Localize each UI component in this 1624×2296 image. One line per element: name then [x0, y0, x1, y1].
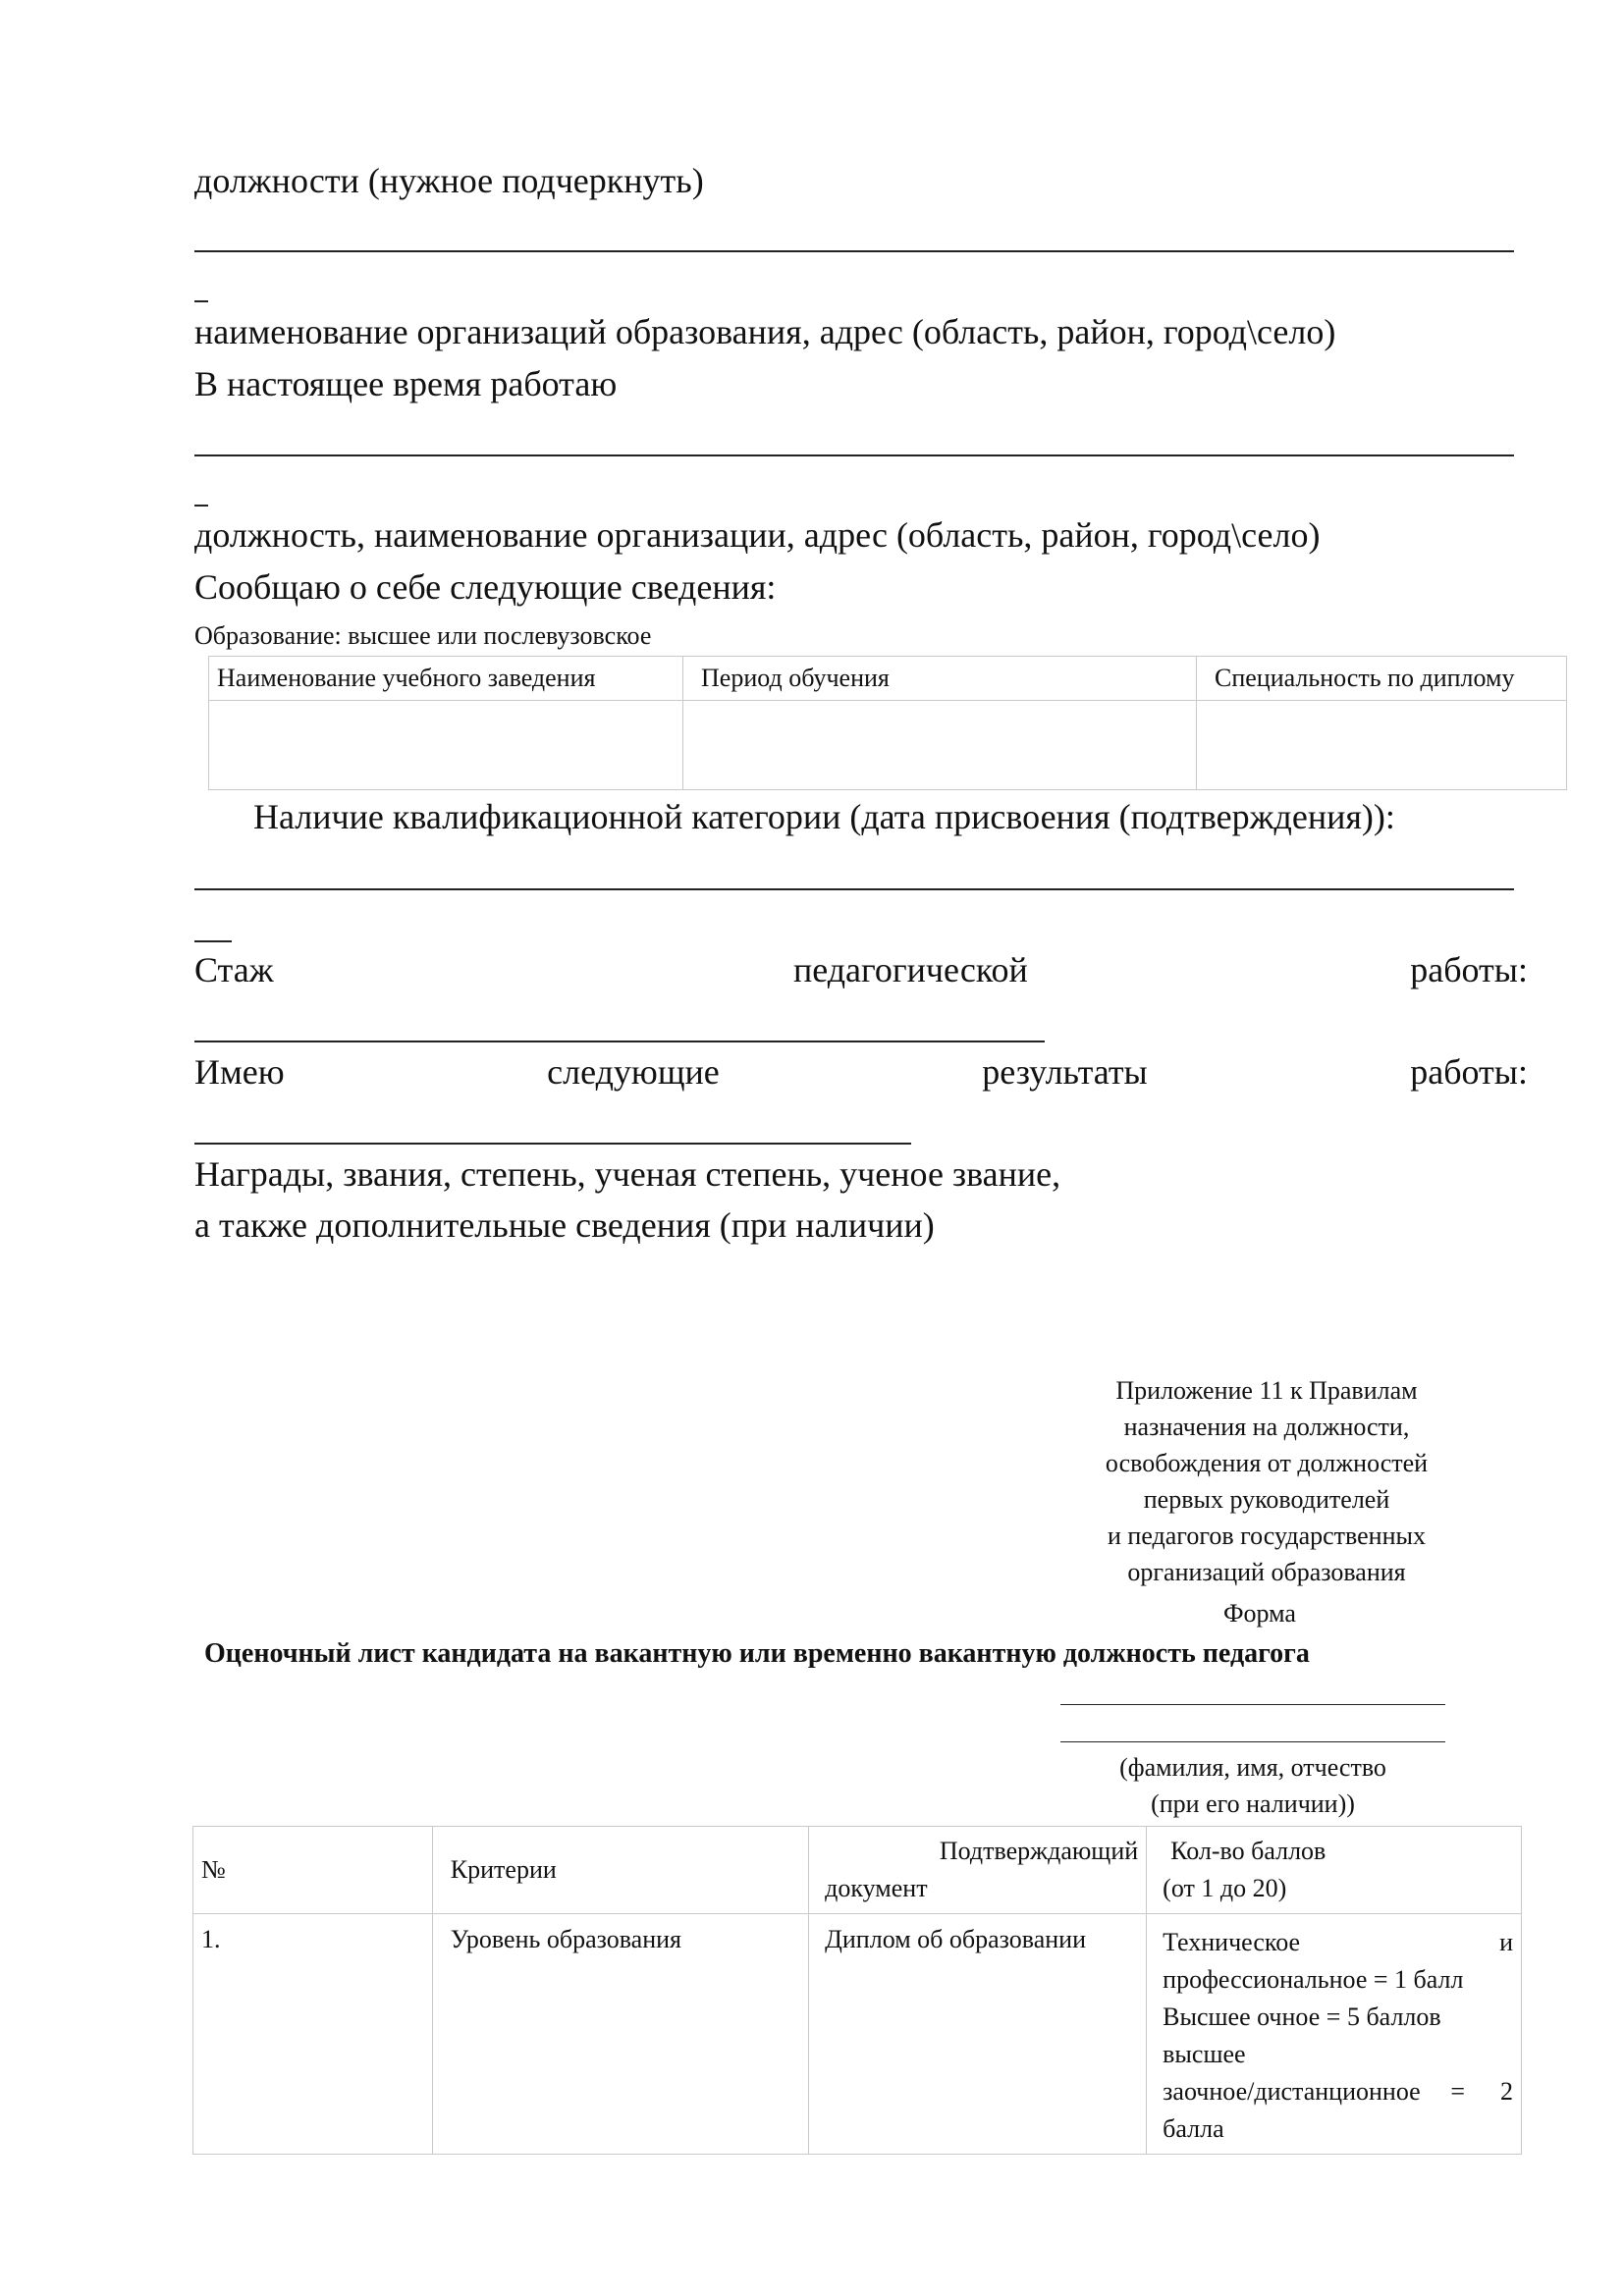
results-word: следующие [547, 1052, 720, 1092]
results-word: результаты [982, 1052, 1148, 1092]
points-line: профессиональное = 1 балл [1163, 1965, 1464, 1994]
column-header: Наименование учебного заведения [209, 657, 683, 701]
form-label: Форма [1223, 1599, 1296, 1628]
row-document: Диплом об образовании [809, 1914, 1147, 2155]
fio-caption-line: (при его наличии)) [1151, 1789, 1355, 1818]
points-line: балла [1163, 2114, 1224, 2143]
points-text: заочное/дистанционное [1163, 2077, 1421, 2106]
fio-line [1060, 1741, 1445, 1742]
table-row [193, 1914, 1522, 2155]
fio-line [1060, 1704, 1445, 1705]
fio-caption-line: (фамилия, имя, отчество [1119, 1753, 1386, 1782]
fill-line [194, 250, 1514, 252]
header-text: документ [825, 1874, 928, 1902]
fill-line [194, 454, 1514, 456]
fill-line [194, 1143, 911, 1145]
about-me-label: Сообщаю о себе следующие сведения: [194, 567, 777, 607]
results-word: Имею [194, 1052, 285, 1092]
points-text: 2 [1500, 2077, 1513, 2106]
fill-line-tail [194, 505, 208, 507]
org-caption: наименование организаций образования, адрес (область, район, город\село) [194, 312, 1336, 351]
table-cell[interactable] [209, 701, 683, 790]
fill-line [194, 888, 1514, 890]
appendix-line: первых руководителей [1143, 1485, 1390, 1514]
points-line [1163, 1924, 1513, 1961]
table-header-row [209, 657, 1567, 701]
experience-line [194, 948, 1528, 991]
appendix-line: назначения на должности, [1123, 1413, 1410, 1441]
row-number: 1. [193, 1914, 433, 2155]
points-text: = [1450, 2077, 1465, 2106]
points-line: высшее [1163, 2040, 1246, 2068]
header-text: (от 1 до 20) [1163, 1874, 1287, 1902]
column-header-criteria: Критерии [432, 1827, 808, 1914]
column-header-num: № [193, 1827, 433, 1914]
experience-word: работы: [1410, 950, 1528, 989]
appendix-line: организаций образования [1127, 1558, 1406, 1586]
qualification-line: Наличие квалификационной категории (дата присвоения (подтверждения)): [253, 797, 1395, 836]
table-header-row [193, 1827, 1522, 1914]
fill-line-tail [194, 300, 208, 302]
current-position-caption: должность, наименование организации, адрес (область, район, город\село) [194, 515, 1321, 555]
education-label: Образование: высшее или послевузовское [194, 621, 652, 650]
results-word: работы: [1410, 1052, 1528, 1092]
working-now-label: В настоящее время работаю [194, 364, 618, 403]
points-line [1163, 2073, 1513, 2110]
experience-word: Стаж [194, 950, 274, 989]
appendix-line: и педагогов государственных [1108, 1522, 1426, 1550]
row-criteria: Уровень образования [432, 1914, 808, 2155]
education-table [208, 656, 1567, 790]
appendix-line: освобождения от должностей [1105, 1449, 1429, 1477]
column-header: Специальность по диплому [1197, 657, 1567, 701]
results-line [194, 1050, 1528, 1094]
points-line: Высшее очное = 5 баллов [1163, 2002, 1441, 2031]
awards-line-2: а также дополнительные сведения (при наличии) [194, 1205, 935, 1245]
position-line: должности (нужное подчеркнуть) [194, 161, 704, 200]
points-text: Техническое [1163, 1928, 1301, 1956]
column-header-points [1147, 1827, 1522, 1914]
criteria-table [192, 1826, 1522, 2155]
table-cell[interactable] [1197, 701, 1567, 790]
fio-caption [1060, 1749, 1445, 1822]
assessment-title: Оценочный лист кандидата на вакантную или временно вакантную должность педагога [204, 1638, 1310, 1669]
column-header-document [809, 1827, 1147, 1914]
header-text: Подтверждающий [939, 1837, 1139, 1865]
points-text: и [1499, 1928, 1513, 1956]
appendix-line: Приложение 11 к Правилам [1115, 1376, 1418, 1405]
awards-line-1: Награды, звания, степень, ученая степень, ученое звание, [194, 1154, 1061, 1194]
appendix-note [1060, 1372, 1473, 1590]
table-cell[interactable] [683, 701, 1197, 790]
experience-word: педагогической [792, 950, 1028, 989]
header-text: Кол-во баллов [1170, 1837, 1326, 1865]
column-header: Период обучения [683, 657, 1197, 701]
fill-line-tail [194, 940, 232, 942]
fill-line [194, 1041, 1045, 1042]
row-points [1147, 1914, 1522, 2155]
table-row [209, 701, 1567, 790]
